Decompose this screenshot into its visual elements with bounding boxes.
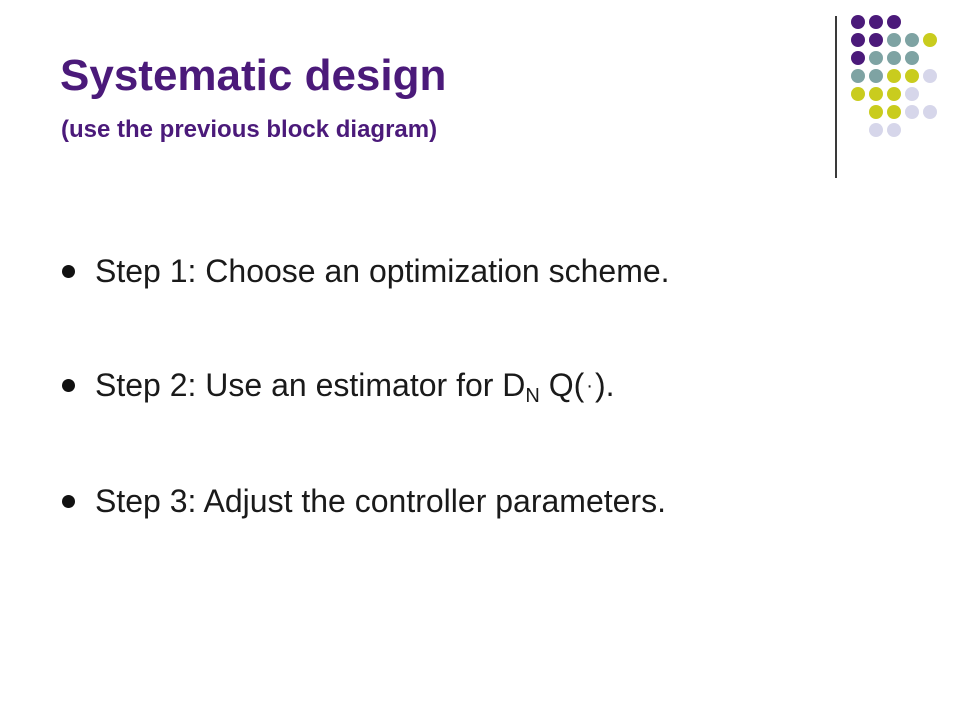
decorative-dot bbox=[851, 15, 865, 29]
subscript-n: N bbox=[525, 385, 540, 407]
decorative-dot bbox=[887, 33, 901, 47]
decorative-dot bbox=[869, 105, 883, 119]
decorative-dot bbox=[887, 51, 901, 65]
bullet-dot-icon bbox=[62, 495, 75, 508]
bullet-dot-icon bbox=[62, 379, 75, 392]
decorative-dot bbox=[869, 15, 883, 29]
decorative-dot bbox=[869, 51, 883, 65]
decorative-dot bbox=[851, 33, 865, 47]
decorative-dot bbox=[923, 105, 937, 119]
decorative-dot bbox=[887, 123, 901, 137]
bullet-text-middle: Q( bbox=[539, 367, 585, 403]
decorative-dot bbox=[905, 33, 919, 47]
bullet-dot-icon bbox=[62, 265, 75, 278]
decorative-dot bbox=[887, 15, 901, 29]
decorative-dot bbox=[905, 69, 919, 83]
decorative-dot bbox=[887, 87, 901, 101]
slide-subtitle: (use the previous block diagram) bbox=[61, 116, 438, 143]
bullet-text bbox=[95, 366, 615, 415]
decorative-dot bbox=[869, 87, 883, 101]
bullet-text-suffix: ). bbox=[594, 367, 615, 403]
decorative-dot bbox=[887, 105, 901, 119]
decorative-dot bbox=[923, 33, 937, 47]
slide-title: Systematic design bbox=[60, 51, 447, 100]
decorative-dot bbox=[905, 105, 919, 119]
decorative-dot bbox=[905, 87, 919, 101]
bullet-text-prefix: Step 2: Use an estimator for D bbox=[95, 367, 526, 403]
decorative-dot bbox=[869, 69, 883, 83]
decorative-dot bbox=[851, 69, 865, 83]
decorative-dot bbox=[905, 51, 919, 65]
decorative-dot bbox=[887, 69, 901, 83]
bullet-text: Step 3: Adjust the controller parameters. bbox=[95, 483, 666, 519]
bullet-text: Step 1: Choose an optimization scheme. bbox=[95, 253, 670, 289]
decorative-dot bbox=[923, 69, 937, 83]
decorative-dot bbox=[869, 123, 883, 137]
decorative-dot bbox=[851, 87, 865, 101]
center-dot-symbol: · bbox=[586, 375, 593, 397]
decorative-dot bbox=[851, 51, 865, 65]
decorative-dot bbox=[869, 33, 883, 47]
vertical-divider bbox=[835, 16, 837, 178]
